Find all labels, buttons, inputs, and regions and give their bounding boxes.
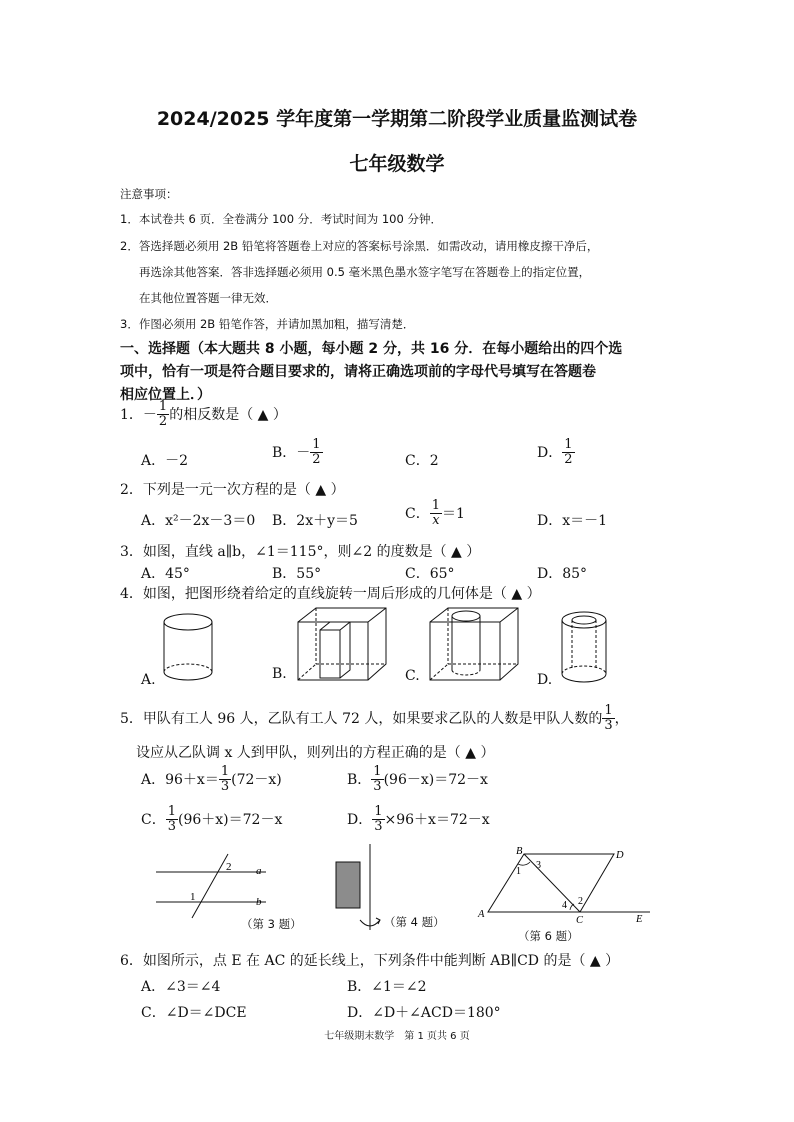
- box-with-prism-shape: [298, 608, 386, 680]
- fig3-label-b: b: [256, 896, 262, 908]
- note-2-line3: 在其他位置答题一律无效．: [139, 291, 277, 305]
- q4-option-a: A.: [141, 672, 156, 688]
- note-2-line2: 再选涂其他答案．答非选择题必须用 0.5 毫米黑色墨水签字笔写在答题卷上的指定位置，: [139, 265, 591, 279]
- q6-option-a: A．∠3＝∠4: [141, 979, 221, 995]
- q2-option-a: A．x²－2x－3＝0: [141, 513, 256, 529]
- q1-sign: －: [142, 407, 157, 424]
- fig6-label-C: C: [576, 915, 584, 924]
- page-footer: 七年级期末数学 第 1 页共 6 页: [324, 1031, 470, 1042]
- fig3-label-a: a: [256, 865, 262, 877]
- note-3: 3．作图必须用 2B 铅笔作答，并请加黑加粗，描写清楚．: [120, 317, 415, 331]
- q5-option-a: A．96＋x＝ $\frac{1}{3}$ (72－x): [141, 764, 282, 794]
- q6-option-c: C．∠D＝∠DCE: [141, 1005, 247, 1021]
- figure-6: [472, 842, 662, 924]
- question-5-line2: 设应从乙队调 x 人到甲队，则列出的方程正确的是（ ▲ ）: [136, 745, 495, 761]
- q4-option-b: B.: [272, 666, 287, 682]
- fig6-label-3: 3: [536, 860, 541, 871]
- q1-option-d: D． $\frac{1}{2}$: [537, 437, 573, 467]
- figure-4-caption: （第 4 题）: [384, 915, 445, 929]
- fig6-label-A: A: [478, 909, 485, 920]
- cylinder-shape: [164, 614, 212, 680]
- q1-number: 1．: [120, 407, 143, 424]
- fig6-label-D: D: [616, 850, 624, 861]
- note-2-line1: 2．答选择题必须用 2B 铅笔将答题卷上对应的答案标号涂黑．如需改动，请用橡皮擦干净后，: [120, 239, 599, 253]
- q5-option-d: D． $\frac{1}{3}$ ×96＋x＝72－x: [347, 804, 490, 834]
- note-1: 1．本试卷共 6 页．全卷满分 100 分．考试时间为 100 分钟．: [120, 212, 442, 226]
- section-1-line2: 项中，恰有一项是符合题目要求的，请将正确选项前的字母代号填写在答题卷: [120, 364, 596, 380]
- figure-6-caption: （第 6 题）: [518, 929, 579, 943]
- fig6-label-4: 4: [562, 900, 567, 911]
- q1-option-a: A．－2: [141, 453, 189, 469]
- fig3-label-2: 2: [226, 861, 232, 873]
- q2-option-d: D．x＝－1: [537, 513, 608, 529]
- notes-heading: 注意事项：: [120, 187, 178, 201]
- figure-3: [150, 850, 280, 920]
- hollow-cylinder-shape: [562, 612, 606, 682]
- question-2: 2．下列是一元一次方程的是（ ▲ ）: [120, 482, 345, 498]
- q3-option-a: A．45°: [141, 566, 190, 582]
- q5-fraction: $\frac{1}{3}$: [604, 703, 613, 733]
- question-1: [120, 400, 287, 428]
- q6-option-b: B．∠1＝∠2: [347, 979, 427, 995]
- q4-option-c: C.: [405, 668, 420, 684]
- q2-option-c: C． $\frac{1}{x}$ ＝1: [405, 498, 465, 528]
- fig6-label-2: 2: [578, 896, 583, 907]
- fig6-label-E: E: [636, 914, 643, 924]
- fig3-label-1: 1: [190, 891, 196, 903]
- figure-3-caption: （第 3 题）: [241, 917, 302, 931]
- section-1-line3: 相应位置上．）: [120, 387, 211, 403]
- q3-option-b: B．55°: [272, 566, 322, 582]
- fig6-label-B: B: [516, 846, 523, 857]
- q4-option-d: D.: [537, 672, 553, 688]
- q5-option-c: C． $\frac{1}{3}$ (96＋x)＝72－x: [141, 804, 283, 834]
- question-5-line1: 5．甲队有工人 96 人，乙队有工人 72 人，如果要求乙队的人数是甲队人数的 $\frac{1}{3}$ ，: [120, 703, 629, 733]
- question-6: 6．如图所示，点 E 在 AC 的延长线上，下列条件中能判断 AB∥CD 的是（ ▲ ）: [120, 953, 620, 969]
- fig6-label-1: 1: [516, 866, 521, 877]
- q5-option-b: B． $\frac{1}{3}$ (96－x)＝72－x: [347, 764, 488, 794]
- q2-option-b: B．2x＋y＝5: [272, 513, 358, 529]
- question-3: 3．如图，直线 a∥b，∠1＝115°，则∠2 的度数是（ ▲ ）: [120, 544, 481, 560]
- q3-option-c: C．65°: [405, 566, 455, 582]
- question-4: 4．如图，把图形绕着给定的直线旋转一周后形成的几何体是（ ▲ ）: [120, 586, 541, 602]
- page-title: 2024/2025 学年度第一学期第二阶段学业质量监测试卷: [156, 108, 638, 130]
- q1-fraction: $\frac{1}{2}$: [158, 399, 168, 429]
- q4-solids: [0, 600, 794, 700]
- q1-option-c: C．2: [405, 453, 439, 469]
- box-with-cylinder-shape: [430, 608, 518, 680]
- section-1-line1: 一、选择题（本大题共 8 小题，每小题 2 分，共 16 分．在每小题给出的四个选: [120, 341, 623, 357]
- q1-option-b: B．－ $\frac{1}{2}$: [272, 437, 321, 467]
- q3-option-d: D．85°: [537, 566, 588, 582]
- q1-text: 的相反数是（ ▲ ）: [169, 407, 287, 424]
- page-subtitle: 七年级数学: [349, 153, 445, 175]
- q6-option-d: D．∠D＋∠ACD＝180°: [347, 1005, 501, 1021]
